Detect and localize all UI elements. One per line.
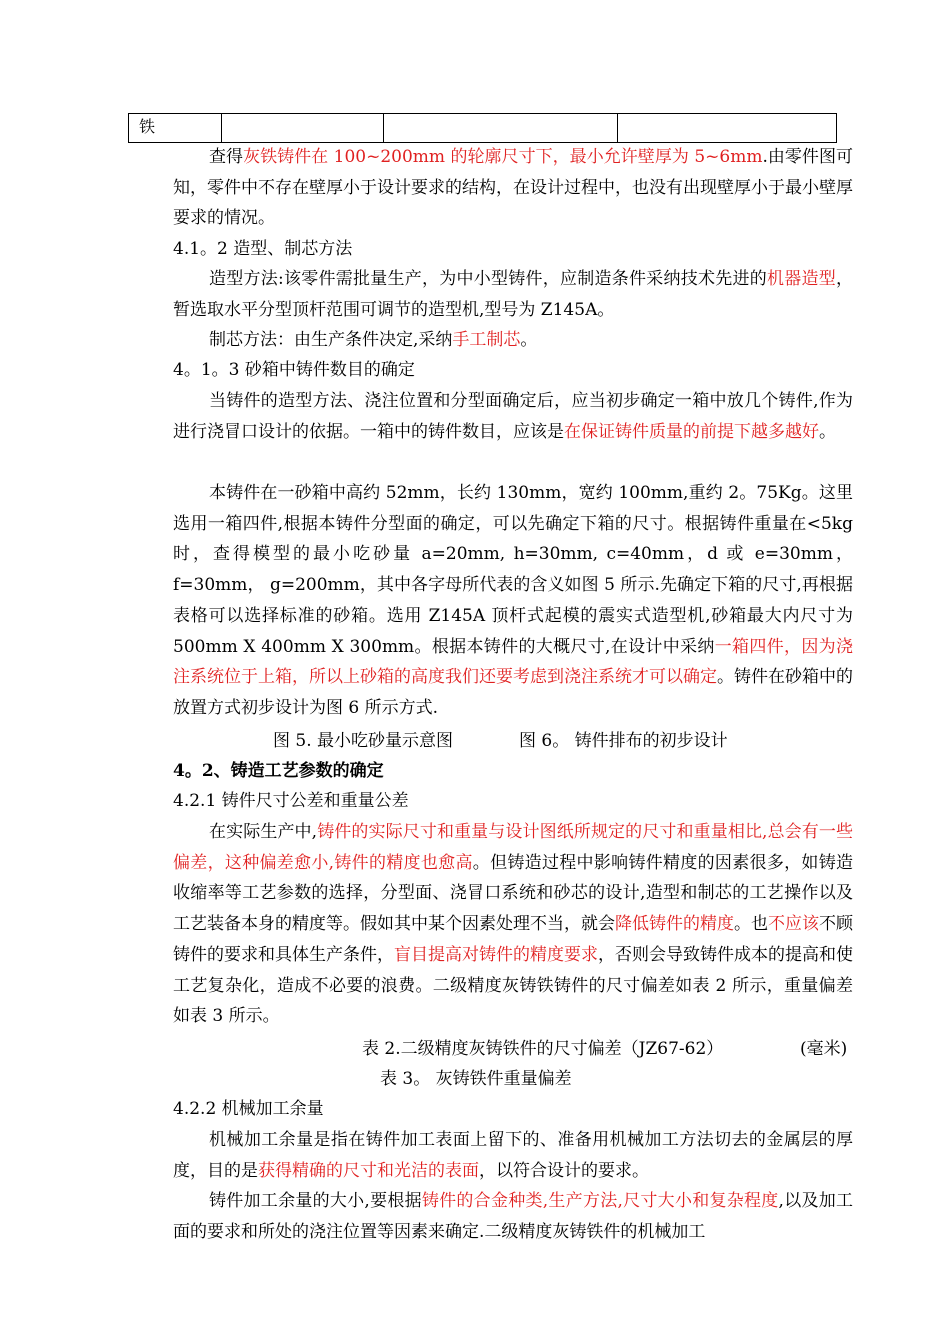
paragraph-machining-allowance (173, 1125, 853, 1186)
text-run: 在实际生产中, (209, 822, 318, 842)
text-run: 。但铸造过程中影响铸件精度的因素很多，如铸造收缩率等工艺参数的选择，分型面、浇冒口系统和砂芯的设计,造型和制芯的工艺操作以及工艺装备本身的精度等。假如其中某个因素处理不当，就会 (173, 852, 854, 935)
figure-5-caption: 图 5. 最小吃砂量示意图 (273, 731, 454, 751)
paragraph-tolerance (173, 817, 853, 1032)
highlighted-text: 不应该 (768, 914, 819, 935)
highlighted-text: 盲目提高对铸件的精度要求 (394, 944, 598, 965)
table-cell (618, 114, 837, 143)
highlighted-text: 降低铸件的精度 (615, 914, 734, 935)
figure-6-caption: 图 6。 铸件排布的初步设计 (519, 731, 728, 751)
paragraph-core-method (173, 325, 853, 356)
table-2-unit: (毫米) (800, 1039, 848, 1059)
continuation-table (128, 113, 837, 143)
table-cell (222, 114, 384, 143)
text-run: ，暂选取水平分型顶杆范围可调节的造型机,型号为 Z145A。 (173, 269, 854, 320)
text-run: 本铸件在一砂箱中高约 52mm，长约 130mm，宽约 100mm,重约 2。75Kg。这里选用一箱四件,根据本铸件分型面的确定，可以先确定下箱的尺寸。根据铸件重量在<5kg 时，查得模型的最小吃砂量 a=20mm, h=30mm, c=40mm，d 或 e=30mm， f=30mm， g=200mm，其中各字母所代表的含义如图 5 所示.先确定下箱的尺寸,再根据表格可以选择标准的砂箱。选用 Z145A 顶杆式起模的震实式造型机,砂箱最大内尺寸为 500mm X 400mm X 300mm。根据本铸件的大概尺寸,在设计中采纳 (173, 483, 853, 657)
text-run: .由零件图可知，零件中不存在壁厚小于设计要求的结构，在设计过程中，也没有出现壁厚小于最小壁厚要求的情况。 (173, 147, 853, 229)
highlighted-text: 机器造型 (767, 269, 837, 289)
highlighted-text: 铸件的实际尺寸和重量与设计图纸所规定的尺寸和重量相比,总会有一些偏差，这种偏差愈小,铸件的精度也愈高 (173, 822, 854, 873)
text-run: 造型方法:该零件需批量生产，为中小型铸件，应制造条件采纳技术先进的 (209, 269, 767, 289)
highlighted-text: 在保证铸件质量的前提下越多越好 (564, 421, 819, 442)
section-heading-4-1-3: 4。1。3 砂箱中铸件数目的确定 (173, 360, 415, 380)
section-heading-4-2: 4。2、铸造工艺参数的确定 (173, 761, 384, 781)
table-2-caption: 表 2.二级精度灰铸铁件的尺寸偏差（JZ67-62） (362, 1039, 724, 1059)
paragraph-wall-thickness (173, 142, 853, 234)
paragraph-sand-box (173, 478, 853, 724)
text-run: ,以及加工面的要求和所处的浇注位置等因素来确定.二级精度灰铸铁件的机械加工 (173, 1191, 854, 1242)
section-heading-4-2-1: 4.2.1 铸件尺寸公差和重量公差 (173, 791, 409, 811)
highlighted-text: 一箱四件，因为浇注系统位于上箱，所以上砂箱的高度我们还要考虑到浇注系统才可以确定 (173, 636, 853, 688)
section-heading-4-2-2: 4.2.2 机械加工余量 (173, 1099, 324, 1119)
text-run: 。也 (734, 914, 768, 935)
table-cell: 铁 (129, 114, 222, 143)
table-3-caption: 表 3。 灰铸铁件重量偏差 (380, 1069, 572, 1089)
text-run: 不顾铸件的要求和具体生产条件， (173, 914, 853, 965)
table-row (129, 114, 837, 143)
text-run: 。 (520, 330, 538, 350)
text-run: 制芯方法：由生产条件决定,采纳 (209, 330, 453, 350)
highlighted-text: 灰铁铸件在 100~200mm 的轮廓尺寸下，最小允许壁厚为 5~6mm (243, 147, 763, 167)
text-run: 铸件加工余量的大小,要根据 (209, 1191, 422, 1211)
paragraph-casting-count (173, 386, 853, 447)
paragraph-molding-method (173, 264, 853, 325)
highlighted-text: 获得精确的尺寸和光洁的表面 (258, 1160, 479, 1181)
text-run: 。 (819, 421, 836, 442)
highlighted-text: 手工制芯 (452, 330, 521, 350)
section-heading-4-1-2: 4.1。2 造型、制芯方法 (173, 239, 353, 259)
text-run: 当铸件的造型方法、浇注位置和分型面确定后，应当初步确定一箱中放几个铸件,作为进行浇冒口设计的依据。一箱中的铸件数目，应该是 (173, 391, 853, 442)
text-run: 机械加工余量是指在铸件加工表面上留下的、准备用机械加工方法切去的金属层的厚度，目的是 (173, 1130, 853, 1181)
text-run: 。铸件在砂箱中的放置方式初步设计为图 6 所示方式. (173, 667, 853, 718)
text-run: 查得 (209, 147, 244, 167)
paragraph-allowance-size (173, 1186, 853, 1247)
highlighted-text: 铸件的合金种类,生产方法,尺寸大小和复杂程度 (421, 1191, 779, 1211)
text-run: ，以符合设计的要求。 (479, 1160, 649, 1181)
text-run: ，否则会导致铸件成本的提高和使工艺复杂化，造成不必要的浪费。二级精度灰铸铁铸件的尺寸偏差如表 2 所示，重量偏差如表 3 所示。 (173, 944, 853, 1027)
table-cell (384, 114, 618, 143)
